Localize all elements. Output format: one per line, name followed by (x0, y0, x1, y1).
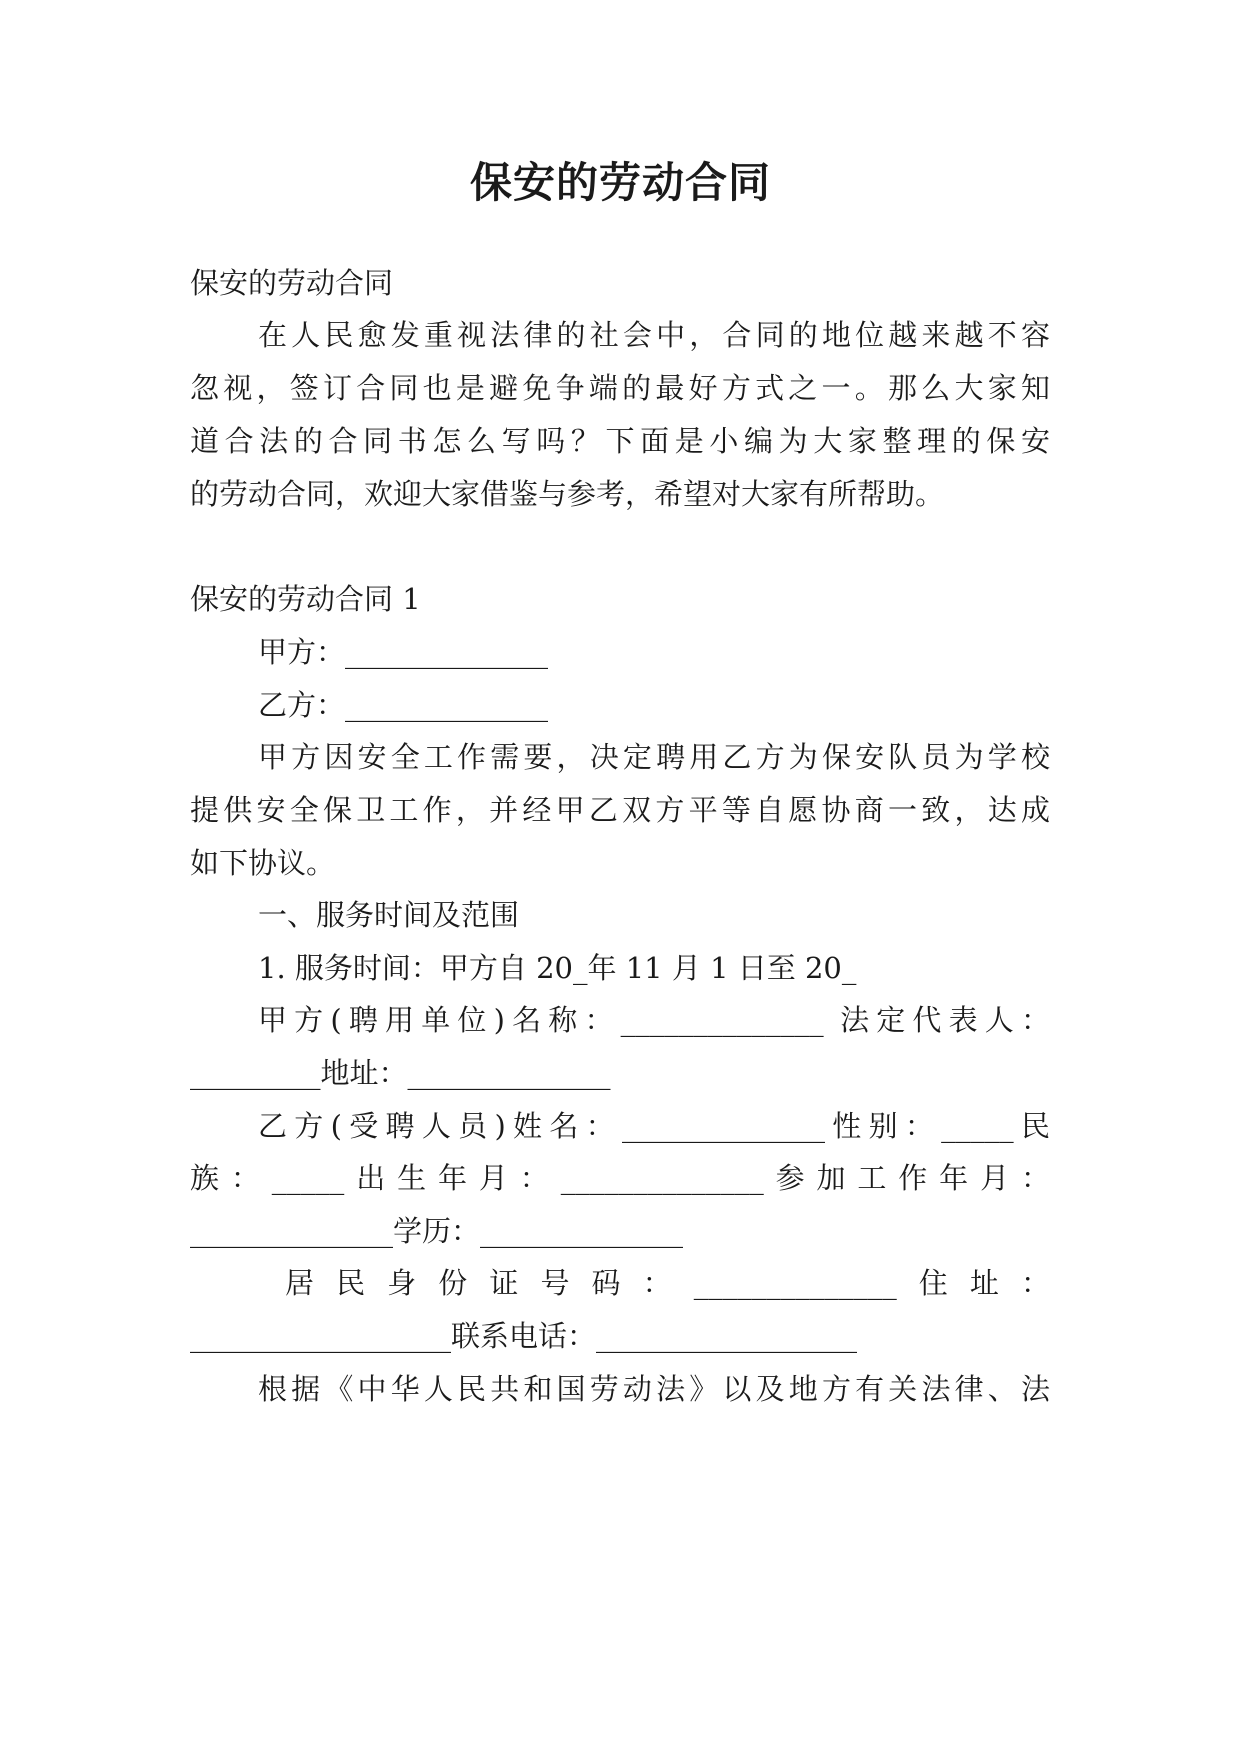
paragraph-line: 如下协议。 (190, 846, 336, 880)
employer-info-line: _________地址：______________ (190, 1056, 611, 1090)
document-title: 保安的劳动合同 (469, 158, 771, 207)
paragraph-line: 的劳动合同，欢迎大家借鉴与参考，希望对大家有所帮助。 (190, 477, 945, 511)
paragraph-line: 根据《中华人民共和国劳动法》以及地方有关法律、法 (258, 1372, 1050, 1406)
clause-heading: 一、服务时间及范围 (258, 898, 520, 932)
id-address-line: 居民身份证号码：______________住址： (285, 1266, 1050, 1300)
party-a-field: 甲方：______________ (258, 635, 549, 669)
section-heading-intro: 保安的劳动合同 (190, 266, 394, 300)
employee-info-line: 族：_____出生年月：______________参加工作年月： (190, 1161, 1050, 1195)
section-heading-contract-1: 保安的劳动合同 1 (190, 582, 421, 616)
paragraph-line: 甲方因安全工作需要，决定聘用乙方为保安队员为学校 (258, 740, 1050, 774)
paragraph-line: 在人民愈发重视法律的社会中，合同的地位越来越不容 (258, 318, 1050, 352)
employee-info-line: ______________学历：______________ (190, 1214, 684, 1248)
contact-phone-line: __________________联系电话：__________________ (190, 1319, 858, 1353)
party-b-field: 乙方：______________ (258, 688, 549, 722)
employee-info-line: 乙方(受聘人员)姓名：______________性别：_____民 (258, 1109, 1050, 1143)
employer-info-line: 甲方(聘用单位)名称：______________ 法定代表人： (258, 1003, 1050, 1037)
paragraph-line: 提供安全保卫工作，并经甲乙双方平等自愿协商一致，达成 (190, 793, 1050, 827)
clause-item: 1. 服务时间：甲方自 20_年 11 月 1 日至 20_ (258, 951, 857, 985)
paragraph-line: 忽视，签订合同也是避免争端的最好方式之一。那么大家知 (190, 371, 1050, 405)
paragraph-line: 道合法的合同书怎么写吗？下面是小编为大家整理的保安 (190, 424, 1050, 458)
